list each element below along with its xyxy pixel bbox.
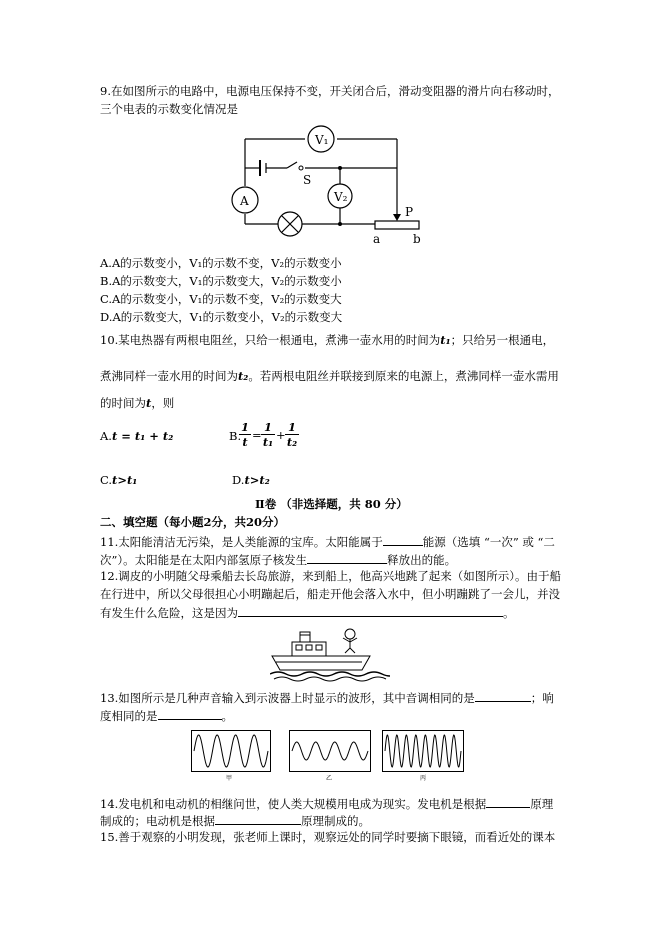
q9-line2: 三个电表的示数变化情况是: [100, 102, 238, 116]
q9-line1: 9.在如图所示的电路中，电源电压保持不变，开关闭合后，滑动变阻器的滑片向右移动时，: [100, 84, 560, 98]
section-title: Ⅱ卷 （非选择题，共 80 分）: [255, 497, 408, 511]
q12-line1: 12.调皮的小明随父母乘船去长岛旅游，来到船上，他高兴地跳了起来（如图所示）。由于船: [100, 569, 562, 583]
q9-option-b: B.A的示数变大，V₁的示数变大，V₂的示数变小: [100, 274, 342, 288]
q13-blank-2[interactable]: [158, 707, 222, 720]
waveform-bing: [382, 730, 464, 772]
q10-option-d: D.t>t₂: [232, 473, 270, 487]
q10-option-b-plus: +: [276, 428, 286, 442]
q13-line2: 度相同的是 。: [100, 709, 233, 723]
waveform-label-yi: 乙: [326, 775, 333, 782]
q13-line1: 13.如图所示是几种声音输入到示波器上时显示的波形，其中音调相同的是 ；响: [100, 691, 554, 705]
q14-line2: 制成的；电动机是根据 原理制成的。: [100, 814, 370, 828]
waveform-label-bing: 丙: [420, 775, 427, 782]
svg-text:V₁: V₁: [315, 133, 329, 147]
q10-option-b-label: B.: [229, 429, 242, 443]
q10-line2: 煮沸同样一壶水用的时间为t₂。若两根电阻丝并联接到原来的电源上，煮沸同样一壶水需用: [100, 369, 559, 383]
q10-option-a: A.t = t₁ + t₂: [100, 429, 174, 443]
q12-line2: 在行进中，所以父母很担心小明蹦起后，船走开他会落入水中，但小明蹦跳了一会儿，并没: [100, 587, 560, 601]
q10-option-b-frac3: $\frac{1}{\text{t₂}}$: [286, 420, 298, 449]
q15-line1: 15.善于观察的小明发现，张老师上课时，观察远处的同学时要摘下眼镜，而看近处的课本: [100, 830, 556, 844]
q12-blank[interactable]: [238, 604, 503, 617]
slider-label: P: [405, 205, 414, 219]
q10-option-c: C.t>t₁: [100, 473, 138, 487]
switch-label: S: [303, 173, 312, 187]
svg-text:V₂: V₂: [334, 190, 348, 204]
q9-option-c: C.A的示数变小，V₁的示数不变，V₂的示数变大: [100, 292, 342, 306]
rheostat-end-a: a: [373, 232, 381, 244]
q10-option-b-frac2: $\frac{1}{\text{t₁}}$: [262, 420, 274, 449]
voltmeter-v1: [308, 126, 334, 152]
q14-blank-1[interactable]: [486, 795, 530, 808]
q13-blank-1[interactable]: [475, 689, 531, 702]
q10-line1: 10.某电热器有两根电阻丝，只给一根通电，煮沸一壶水用的时间为t₁；只给另一根通电，: [100, 333, 555, 347]
q11-line1: 11.太阳能清洁无污染，是人类能源的宝库。太阳能属于 能源（选填 “一次” 或 “二: [100, 535, 555, 549]
lamp-icon: [278, 212, 302, 236]
circuit-diagram: [225, 124, 425, 244]
waveform-yi: [289, 730, 371, 772]
q11-line2: 次”）。太阳能是在太阳内部氢原子核发生 释放出的能。: [100, 553, 457, 567]
section-heading: 二、填空题（每小题2分，共20分）: [100, 515, 286, 529]
q11-blank-1[interactable]: [383, 533, 423, 546]
rheostat-end-b: b: [413, 232, 421, 244]
waveform-jia: [191, 730, 271, 772]
q9-option-a: A.A的示数变小，V₁的示数不变，V₂的示数变小: [100, 256, 342, 270]
ammeter-a: [232, 187, 258, 213]
q14-blank-2[interactable]: [215, 812, 301, 825]
q14-line1: 14.发电机和电动机的相继问世，使人类大规模用电成为现实。发电机是根据 原理: [100, 797, 554, 811]
svg-text:A: A: [240, 194, 249, 208]
boat-illustration: [270, 626, 390, 682]
q10-option-b-eq: =: [252, 428, 262, 442]
q9-option-d: D.A的示数变大，V₁的示数变小，V₂的示数变大: [100, 310, 343, 324]
q12-line3: 有发生什么危险，这是因为 。: [100, 606, 515, 620]
voltmeter-v2: [328, 184, 352, 208]
q10-option-b-frac1: $\frac{1}{t}$: [240, 420, 249, 449]
waveform-label-jia: 甲: [226, 775, 233, 782]
q11-blank-2[interactable]: [307, 551, 387, 564]
q10-line3: 的时间为t，则: [100, 396, 175, 410]
